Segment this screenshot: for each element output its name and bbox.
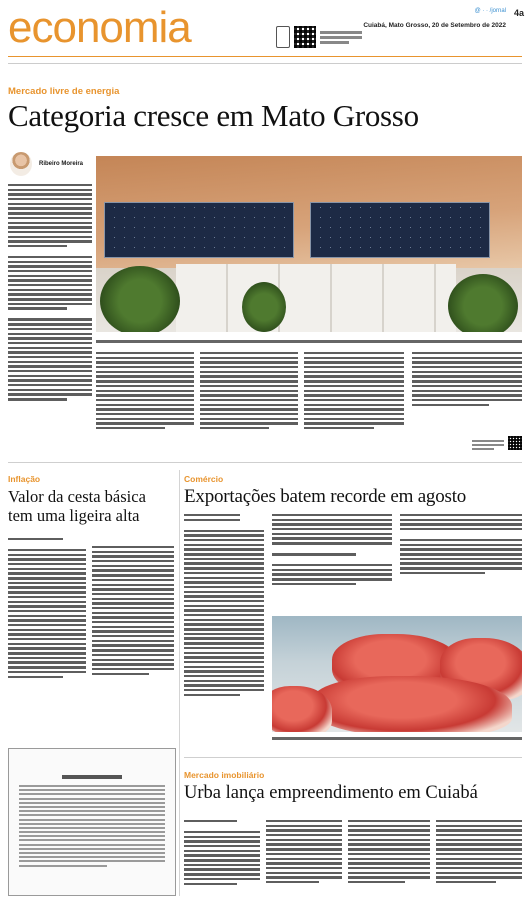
story-b-headline: Valor da cesta básica tem uma ligeira alta: [8, 487, 146, 525]
byline: [10, 152, 90, 176]
story-d-column-3: [348, 820, 430, 886]
top-story-kicker: Mercado livre de energia: [8, 86, 120, 97]
story-d-column-2: [266, 820, 342, 886]
story-d-kicker: Mercado imobiliário: [184, 770, 265, 780]
story-urba: [184, 770, 524, 804]
story-c-headline: Exportações batem recorde em agosto: [184, 486, 467, 507]
header-rule: [8, 56, 522, 57]
masthead-right: [363, 8, 506, 29]
page-number: 4a: [513, 8, 524, 18]
social-handle: @ · · /jornal: [474, 8, 506, 14]
author-avatar: [10, 152, 32, 176]
top-story-column-1: [8, 184, 92, 456]
story-b-column-2: [92, 546, 174, 677]
qr-code-icon: [508, 436, 522, 450]
story-c-column-1: [184, 514, 264, 698]
section-divider: [8, 462, 522, 463]
section-divider: [184, 757, 522, 758]
solar-roof-photo: [96, 156, 522, 332]
section-title: economia: [8, 3, 191, 52]
story-c-column-2: [272, 514, 392, 588]
qr-code-icon: [294, 26, 316, 48]
story-b-kicker: Inflação: [8, 474, 41, 484]
phone-icon: [276, 26, 290, 48]
story-c-column-3: [400, 514, 522, 577]
solar-panel-array: [310, 202, 490, 258]
top-story-column-5: [412, 352, 522, 408]
story-c-kicker: Comércio: [184, 474, 224, 484]
qr-caption: [472, 440, 504, 452]
solar-panel-array: [104, 202, 294, 258]
top-story-headline: Categoria cresce em Mato Grosso: [8, 98, 419, 133]
beef-cuts-photo: [272, 616, 522, 732]
top-story-header: [8, 86, 522, 133]
dateline: Cuiabá, Mato Grosso, 20 de Setembro de 2022: [363, 22, 506, 29]
app-promo-text: [320, 29, 362, 46]
story-d-column-1: [184, 820, 260, 887]
story-cesta-basica: [8, 474, 174, 525]
story-exportacoes: [184, 474, 524, 508]
story-d-headline: Urba lança empreendimento em Cuiabá: [184, 783, 478, 803]
story-b-column-1: [8, 538, 86, 680]
author-name: Ribeiro Moreira: [39, 161, 84, 167]
photo-caption: [96, 340, 522, 343]
header-subrule: [8, 63, 522, 64]
top-story-column-4: [304, 352, 404, 432]
photo-caption: [272, 737, 522, 740]
top-story-column-2: [96, 352, 194, 432]
top-story-column-3: [200, 352, 298, 432]
column-divider: [179, 470, 180, 896]
legal-notice-ad: [8, 748, 176, 896]
masthead: [0, 0, 530, 62]
story-d-column-4: [436, 820, 522, 886]
app-promo: [276, 26, 362, 48]
